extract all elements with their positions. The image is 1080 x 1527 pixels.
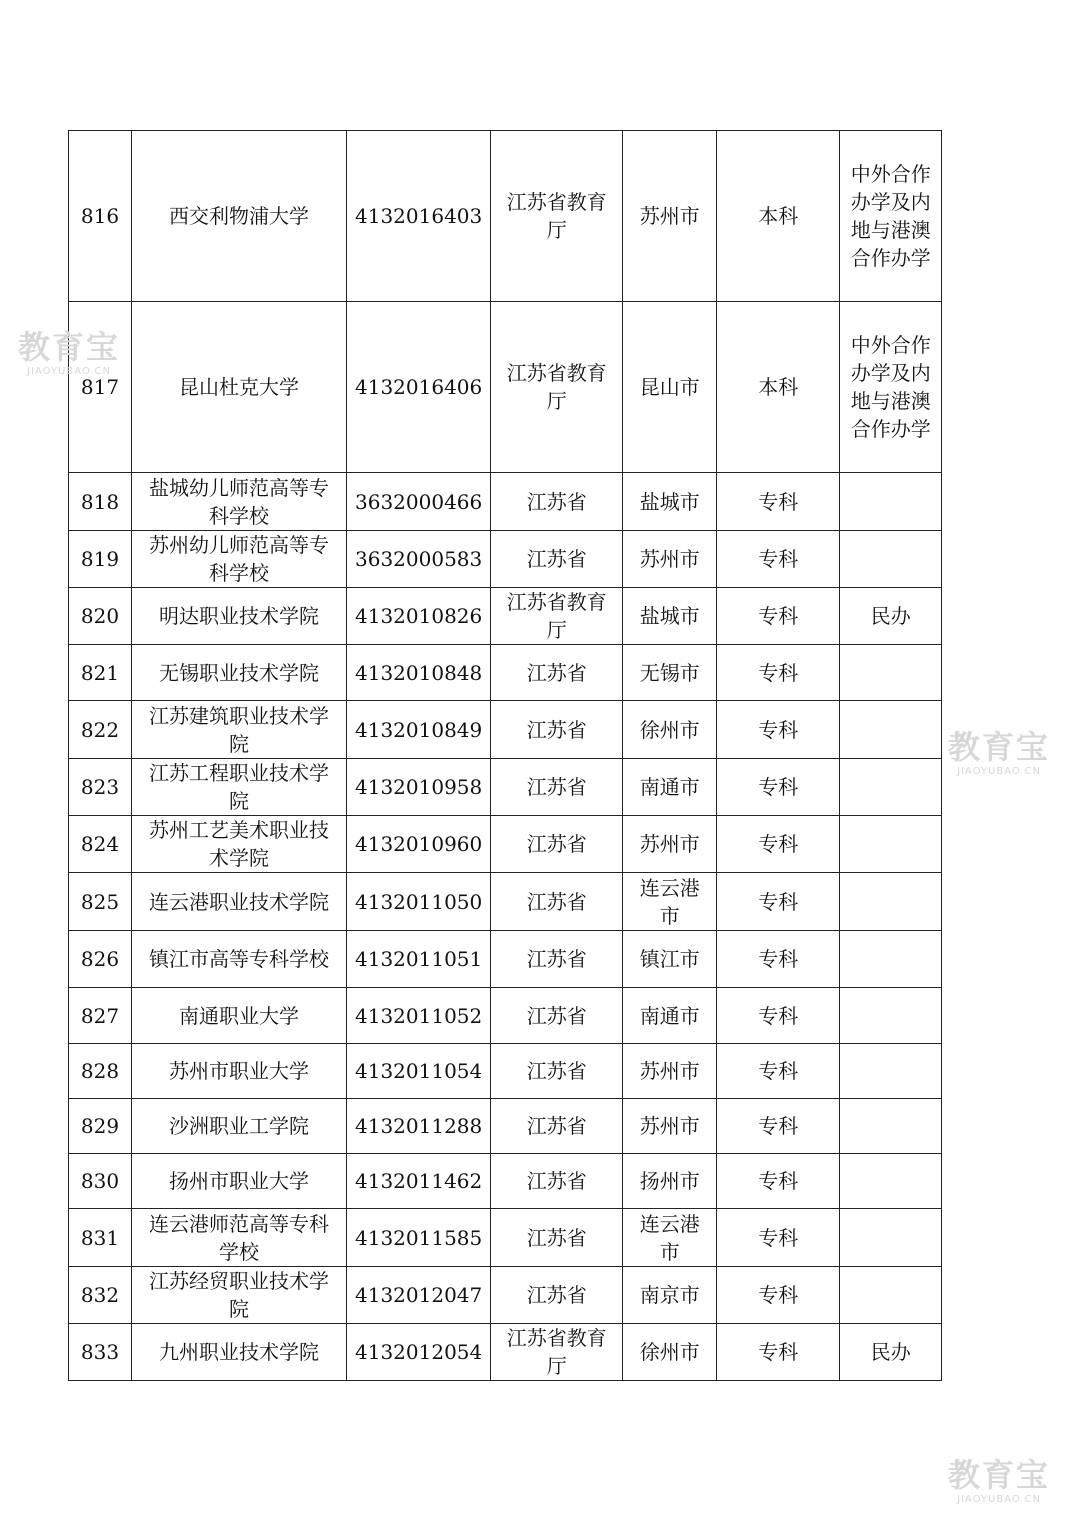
cell-institution-name: 苏州幼儿师范高等专科学校: [132, 531, 347, 588]
cell-authority: 江苏省教育厅: [491, 302, 623, 473]
cell-authority: 江苏省: [491, 1154, 623, 1209]
cell-authority: 江苏省教育厅: [491, 1324, 623, 1381]
cell-institution-name: 连云港职业技术学院: [132, 873, 347, 931]
cell-note: [840, 816, 942, 873]
cell-city: 昆山市: [623, 302, 717, 473]
table-row: [69, 1209, 942, 1267]
cell-note: [840, 988, 942, 1044]
cell-city: 南京市: [623, 1267, 717, 1324]
cell-no: 831: [69, 1209, 132, 1267]
cell-institution-code: 4132011051: [347, 931, 491, 988]
cell-authority: 江苏省: [491, 701, 623, 759]
cell-institution-name: 西交利物浦大学: [132, 131, 347, 302]
table-row: [69, 1324, 942, 1381]
cell-authority: 江苏省: [491, 873, 623, 931]
watermark-sub: JIAOYUBAO.CN: [957, 766, 1041, 777]
cell-no: 821: [69, 645, 132, 701]
cell-no: 829: [69, 1099, 132, 1154]
cell-note: [840, 1044, 942, 1099]
cell-note: 民办: [840, 588, 942, 645]
cell-city: 徐州市: [623, 1324, 717, 1381]
cell-authority: 江苏省: [491, 1099, 623, 1154]
cell-institution-name: 江苏经贸职业技术学院: [132, 1267, 347, 1324]
table-row: [69, 988, 942, 1044]
cell-city: 苏州市: [623, 131, 717, 302]
university-table-body: [69, 131, 942, 1381]
cell-no: 827: [69, 988, 132, 1044]
cell-no: 832: [69, 1267, 132, 1324]
cell-institution-name: 苏州工艺美术职业技术学院: [132, 816, 347, 873]
table-row: [69, 1099, 942, 1154]
cell-level: 专科: [717, 1099, 840, 1154]
table-row: [69, 131, 942, 302]
cell-level: 专科: [717, 588, 840, 645]
cell-city: 连云港市: [623, 1209, 717, 1267]
cell-no: 828: [69, 1044, 132, 1099]
cell-no: 823: [69, 759, 132, 816]
cell-authority: 江苏省: [491, 1044, 623, 1099]
table-row: [69, 1154, 942, 1209]
cell-no: 818: [69, 473, 132, 531]
cell-city: 无锡市: [623, 645, 717, 701]
cell-note: 民办: [840, 1324, 942, 1381]
cell-level: 本科: [717, 131, 840, 302]
cell-authority: 江苏省: [491, 645, 623, 701]
watermark-main: 教育宝: [948, 728, 1051, 766]
cell-no: 826: [69, 931, 132, 988]
cell-city: 镇江市: [623, 931, 717, 988]
cell-note: [840, 531, 942, 588]
cell-city: 盐城市: [623, 473, 717, 531]
cell-authority: 江苏省: [491, 759, 623, 816]
cell-level: 专科: [717, 873, 840, 931]
cell-note: [840, 473, 942, 531]
cell-city: 苏州市: [623, 1099, 717, 1154]
cell-note: 中外合作办学及内地与港澳合作办学: [840, 302, 942, 473]
watermark-main: 教育宝: [18, 328, 121, 366]
cell-institution-name: 苏州市职业大学: [132, 1044, 347, 1099]
cell-authority: 江苏省: [491, 988, 623, 1044]
cell-city: 徐州市: [623, 701, 717, 759]
cell-no: 817: [69, 302, 132, 473]
table-row: [69, 759, 942, 816]
cell-city: 苏州市: [623, 1044, 717, 1099]
cell-authority: 江苏省教育厅: [491, 588, 623, 645]
cell-institution-code: 4132010848: [347, 645, 491, 701]
cell-level: 专科: [717, 1267, 840, 1324]
cell-level: 专科: [717, 645, 840, 701]
table-row: [69, 701, 942, 759]
table-row: [69, 302, 942, 473]
cell-no: 819: [69, 531, 132, 588]
cell-no: 824: [69, 816, 132, 873]
cell-authority: 江苏省: [491, 1267, 623, 1324]
cell-institution-code: 4132016406: [347, 302, 491, 473]
cell-institution-name: 昆山杜克大学: [132, 302, 347, 473]
cell-authority: 江苏省教育厅: [491, 131, 623, 302]
table-row: [69, 588, 942, 645]
cell-city: 苏州市: [623, 816, 717, 873]
table-row: [69, 1267, 942, 1324]
cell-note: [840, 1267, 942, 1324]
cell-level: 专科: [717, 1044, 840, 1099]
cell-city: 南通市: [623, 759, 717, 816]
cell-institution-code: 4132011288: [347, 1099, 491, 1154]
watermark-logo: [18, 328, 120, 378]
cell-city: 南通市: [623, 988, 717, 1044]
cell-level: 专科: [717, 988, 840, 1044]
cell-city: 盐城市: [623, 588, 717, 645]
cell-note: 中外合作办学及内地与港澳合作办学: [840, 131, 942, 302]
cell-city: 苏州市: [623, 531, 717, 588]
cell-city: 扬州市: [623, 1154, 717, 1209]
cell-authority: 江苏省: [491, 816, 623, 873]
university-table: [68, 130, 942, 1381]
watermark-logo: [948, 1456, 1050, 1506]
cell-note: [840, 873, 942, 931]
watermark-main: 教育宝: [948, 1456, 1051, 1494]
table-row: [69, 645, 942, 701]
cell-level: 专科: [717, 759, 840, 816]
cell-institution-code: 4132010958: [347, 759, 491, 816]
cell-institution-name: 江苏工程职业技术学院: [132, 759, 347, 816]
table-row: [69, 931, 942, 988]
cell-note: [840, 759, 942, 816]
cell-institution-name: 南通职业大学: [132, 988, 347, 1044]
cell-institution-name: 盐城幼儿师范高等专科学校: [132, 473, 347, 531]
cell-institution-code: 4132010960: [347, 816, 491, 873]
cell-institution-code: 3632000583: [347, 531, 491, 588]
cell-note: [840, 1209, 942, 1267]
cell-institution-name: 镇江市高等专科学校: [132, 931, 347, 988]
cell-institution-code: 4132011054: [347, 1044, 491, 1099]
cell-city: 连云港市: [623, 873, 717, 931]
cell-level: 专科: [717, 816, 840, 873]
table-row: [69, 1044, 942, 1099]
cell-institution-code: 4132016403: [347, 131, 491, 302]
cell-institution-code: 4132012054: [347, 1324, 491, 1381]
watermark-logo: [948, 728, 1050, 778]
table-row: [69, 531, 942, 588]
cell-institution-code: 4132011462: [347, 1154, 491, 1209]
cell-institution-code: 4132011052: [347, 988, 491, 1044]
cell-level: 专科: [717, 1324, 840, 1381]
cell-authority: 江苏省: [491, 531, 623, 588]
watermark-sub: JIAOYUBAO.CN: [957, 1494, 1041, 1505]
cell-note: [840, 1154, 942, 1209]
cell-institution-code: 4132012047: [347, 1267, 491, 1324]
cell-institution-code: 3632000466: [347, 473, 491, 531]
cell-level: 专科: [717, 531, 840, 588]
cell-no: 822: [69, 701, 132, 759]
cell-level: 专科: [717, 701, 840, 759]
cell-institution-name: 沙洲职业工学院: [132, 1099, 347, 1154]
cell-level: 专科: [717, 1209, 840, 1267]
cell-note: [840, 645, 942, 701]
table-row: [69, 816, 942, 873]
cell-level: 本科: [717, 302, 840, 473]
cell-note: [840, 931, 942, 988]
cell-institution-name: 无锡职业技术学院: [132, 645, 347, 701]
watermark-sub: JIAOYUBAO.CN: [27, 366, 111, 377]
cell-institution-name: 九州职业技术学院: [132, 1324, 347, 1381]
cell-authority: 江苏省: [491, 1209, 623, 1267]
cell-institution-code: 4132010849: [347, 701, 491, 759]
cell-no: 830: [69, 1154, 132, 1209]
cell-institution-name: 江苏建筑职业技术学院: [132, 701, 347, 759]
cell-institution-code: 4132010826: [347, 588, 491, 645]
cell-note: [840, 1099, 942, 1154]
cell-institution-code: 4132011585: [347, 1209, 491, 1267]
cell-authority: 江苏省: [491, 473, 623, 531]
cell-no: 820: [69, 588, 132, 645]
cell-level: 专科: [717, 1154, 840, 1209]
cell-institution-name: 明达职业技术学院: [132, 588, 347, 645]
cell-authority: 江苏省: [491, 931, 623, 988]
table-row: [69, 873, 942, 931]
cell-no: 816: [69, 131, 132, 302]
table-row: [69, 473, 942, 531]
cell-level: 专科: [717, 931, 840, 988]
cell-no: 833: [69, 1324, 132, 1381]
cell-institution-code: 4132011050: [347, 873, 491, 931]
cell-institution-name: 扬州市职业大学: [132, 1154, 347, 1209]
cell-institution-name: 连云港师范高等专科学校: [132, 1209, 347, 1267]
cell-no: 825: [69, 873, 132, 931]
cell-level: 专科: [717, 473, 840, 531]
cell-note: [840, 701, 942, 759]
